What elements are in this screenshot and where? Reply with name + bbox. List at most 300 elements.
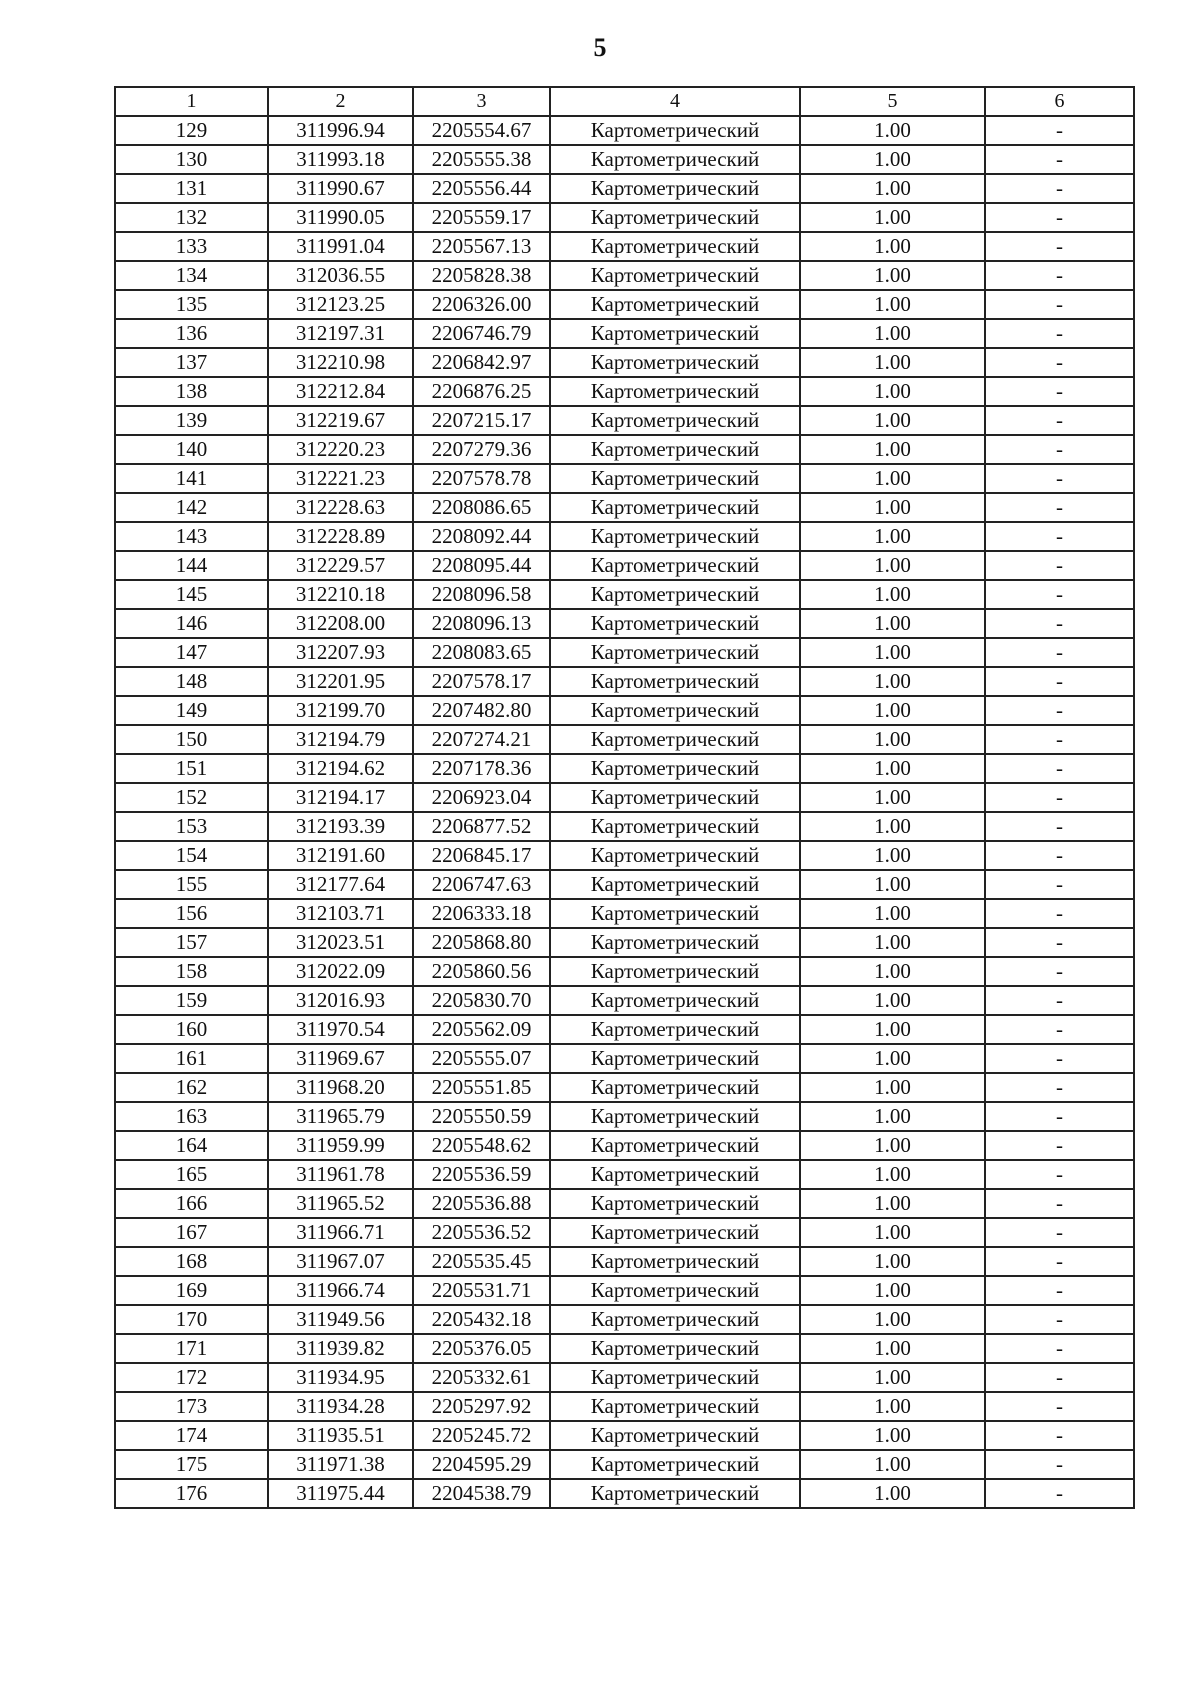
description-cell: - [985,609,1134,638]
y-coordinate-cell: 2207178.36 [413,754,550,783]
x-coordinate-cell: 312191.60 [268,841,413,870]
x-coordinate-cell: 311934.28 [268,1392,413,1421]
table-row [115,435,1134,464]
table-row [115,841,1134,870]
y-coordinate-cell: 2206747.63 [413,870,550,899]
table-body [115,116,1134,1508]
y-coordinate-cell: 2205860.56 [413,957,550,986]
point-number-cell: 148 [115,667,268,696]
column-header-5: 5 [800,87,985,116]
description-cell: - [985,174,1134,203]
method-cell: Картометрический [550,1102,800,1131]
y-coordinate-cell: 2205245.72 [413,1421,550,1450]
method-cell: Картометрический [550,1363,800,1392]
description-cell: - [985,986,1134,1015]
method-cell: Картометрический [550,957,800,986]
point-number-cell: 168 [115,1247,268,1276]
table-row [115,812,1134,841]
x-coordinate-cell: 312022.09 [268,957,413,986]
accuracy-cell: 1.00 [800,1189,985,1218]
y-coordinate-cell: 2206845.17 [413,841,550,870]
table-row [115,1450,1134,1479]
method-cell: Картометрический [550,609,800,638]
description-cell: - [985,1073,1134,1102]
table-row [115,696,1134,725]
accuracy-cell: 1.00 [800,638,985,667]
method-cell: Картометрический [550,754,800,783]
method-cell: Картометрический [550,870,800,899]
x-coordinate-cell: 312220.23 [268,435,413,464]
y-coordinate-cell: 2205830.70 [413,986,550,1015]
column-header-6: 6 [985,87,1134,116]
point-number-cell: 149 [115,696,268,725]
y-coordinate-cell: 2205868.80 [413,928,550,957]
y-coordinate-cell: 2205536.59 [413,1160,550,1189]
accuracy-cell: 1.00 [800,783,985,812]
x-coordinate-cell: 311970.54 [268,1015,413,1044]
accuracy-cell: 1.00 [800,1015,985,1044]
accuracy-cell: 1.00 [800,870,985,899]
y-coordinate-cell: 2205376.05 [413,1334,550,1363]
accuracy-cell: 1.00 [800,1334,985,1363]
table-row [115,609,1134,638]
y-coordinate-cell: 2207578.78 [413,464,550,493]
table-row [115,1218,1134,1247]
point-number-cell: 129 [115,116,268,145]
x-coordinate-cell: 312023.51 [268,928,413,957]
accuracy-cell: 1.00 [800,522,985,551]
method-cell: Картометрический [550,1015,800,1044]
point-number-cell: 142 [115,493,268,522]
point-number-cell: 150 [115,725,268,754]
table-row [115,1247,1134,1276]
description-cell: - [985,1305,1134,1334]
x-coordinate-cell: 311935.51 [268,1421,413,1450]
x-coordinate-cell: 312210.18 [268,580,413,609]
method-cell: Картометрический [550,783,800,812]
point-number-cell: 169 [115,1276,268,1305]
y-coordinate-cell: 2205550.59 [413,1102,550,1131]
table-row [115,232,1134,261]
accuracy-cell: 1.00 [800,1247,985,1276]
accuracy-cell: 1.00 [800,986,985,1015]
y-coordinate-cell: 2205562.09 [413,1015,550,1044]
accuracy-cell: 1.00 [800,464,985,493]
table-row [115,1305,1134,1334]
x-coordinate-cell: 312212.84 [268,377,413,406]
point-number-cell: 144 [115,551,268,580]
point-number-cell: 174 [115,1421,268,1450]
table-row [115,1334,1134,1363]
y-coordinate-cell: 2205559.17 [413,203,550,232]
description-cell: - [985,1392,1134,1421]
table-row [115,116,1134,145]
accuracy-cell: 1.00 [800,1276,985,1305]
y-coordinate-cell: 2207215.17 [413,406,550,435]
accuracy-cell: 1.00 [800,290,985,319]
method-cell: Картометрический [550,638,800,667]
x-coordinate-cell: 312123.25 [268,290,413,319]
method-cell: Картометрический [550,406,800,435]
y-coordinate-cell: 2205554.67 [413,116,550,145]
y-coordinate-cell: 2206333.18 [413,899,550,928]
x-coordinate-cell: 312103.71 [268,899,413,928]
x-coordinate-cell: 312193.39 [268,812,413,841]
method-cell: Картометрический [550,377,800,406]
table-row [115,1392,1134,1421]
x-coordinate-cell: 311990.05 [268,203,413,232]
point-number-cell: 165 [115,1160,268,1189]
table-row [115,406,1134,435]
accuracy-cell: 1.00 [800,1102,985,1131]
table-row [115,870,1134,899]
table-row [115,1363,1134,1392]
x-coordinate-cell: 312221.23 [268,464,413,493]
x-coordinate-cell: 311966.74 [268,1276,413,1305]
y-coordinate-cell: 2205531.71 [413,1276,550,1305]
method-cell: Картометрический [550,435,800,464]
point-number-cell: 176 [115,1479,268,1508]
y-coordinate-cell: 2207482.80 [413,696,550,725]
method-cell: Картометрический [550,899,800,928]
table-row [115,725,1134,754]
table-row [115,261,1134,290]
x-coordinate-cell: 312194.17 [268,783,413,812]
accuracy-cell: 1.00 [800,203,985,232]
table-row [115,1102,1134,1131]
accuracy-cell: 1.00 [800,174,985,203]
point-number-cell: 136 [115,319,268,348]
accuracy-cell: 1.00 [800,899,985,928]
point-number-cell: 131 [115,174,268,203]
accuracy-cell: 1.00 [800,406,985,435]
x-coordinate-cell: 311969.67 [268,1044,413,1073]
x-coordinate-cell: 311968.20 [268,1073,413,1102]
description-cell: - [985,1479,1134,1508]
table-row [115,522,1134,551]
point-number-cell: 147 [115,638,268,667]
point-number-cell: 130 [115,145,268,174]
y-coordinate-cell: 2208096.58 [413,580,550,609]
method-cell: Картометрический [550,1218,800,1247]
x-coordinate-cell: 311961.78 [268,1160,413,1189]
x-coordinate-cell: 312228.63 [268,493,413,522]
method-cell: Картометрический [550,348,800,377]
y-coordinate-cell: 2205536.52 [413,1218,550,1247]
method-cell: Картометрический [550,1276,800,1305]
method-cell: Картометрический [550,841,800,870]
method-cell: Картометрический [550,667,800,696]
point-number-cell: 132 [115,203,268,232]
x-coordinate-cell: 312016.93 [268,986,413,1015]
method-cell: Картометрический [550,1160,800,1189]
method-cell: Картометрический [550,290,800,319]
table-row [115,1189,1134,1218]
method-cell: Картометрический [550,551,800,580]
x-coordinate-cell: 311966.71 [268,1218,413,1247]
y-coordinate-cell: 2208086.65 [413,493,550,522]
y-coordinate-cell: 2205556.44 [413,174,550,203]
table-row [115,1044,1134,1073]
description-cell: - [985,1334,1134,1363]
description-cell: - [985,116,1134,145]
method-cell: Картометрический [550,1305,800,1334]
description-cell: - [985,203,1134,232]
x-coordinate-cell: 311965.79 [268,1102,413,1131]
description-cell: - [985,1015,1134,1044]
method-cell: Картометрический [550,1450,800,1479]
y-coordinate-cell: 2205332.61 [413,1363,550,1392]
description-cell: - [985,319,1134,348]
y-coordinate-cell: 2204595.29 [413,1450,550,1479]
x-coordinate-cell: 312177.64 [268,870,413,899]
point-number-cell: 151 [115,754,268,783]
accuracy-cell: 1.00 [800,1218,985,1247]
method-cell: Картометрический [550,464,800,493]
x-coordinate-cell: 312201.95 [268,667,413,696]
x-coordinate-cell: 312210.98 [268,348,413,377]
point-number-cell: 172 [115,1363,268,1392]
accuracy-cell: 1.00 [800,232,985,261]
column-header-4: 4 [550,87,800,116]
x-coordinate-cell: 311965.52 [268,1189,413,1218]
description-cell: - [985,1421,1134,1450]
accuracy-cell: 1.00 [800,1160,985,1189]
point-number-cell: 145 [115,580,268,609]
method-cell: Картометрический [550,580,800,609]
point-number-cell: 139 [115,406,268,435]
accuracy-cell: 1.00 [800,841,985,870]
x-coordinate-cell: 312228.89 [268,522,413,551]
y-coordinate-cell: 2208095.44 [413,551,550,580]
description-cell: - [985,377,1134,406]
table-row [115,1421,1134,1450]
method-cell: Картометрический [550,174,800,203]
description-cell: - [985,348,1134,377]
point-number-cell: 160 [115,1015,268,1044]
accuracy-cell: 1.00 [800,1305,985,1334]
table-row [115,1131,1134,1160]
y-coordinate-cell: 2207274.21 [413,725,550,754]
point-number-cell: 134 [115,261,268,290]
point-number-cell: 141 [115,464,268,493]
table-row [115,1479,1134,1508]
description-cell: - [985,754,1134,783]
column-header-3: 3 [413,87,550,116]
point-number-cell: 164 [115,1131,268,1160]
method-cell: Картометрический [550,1044,800,1073]
point-number-cell: 143 [115,522,268,551]
x-coordinate-cell: 311991.04 [268,232,413,261]
table-row [115,1015,1134,1044]
y-coordinate-cell: 2208096.13 [413,609,550,638]
description-cell: - [985,696,1134,725]
table-row [115,1276,1134,1305]
table-row [115,957,1134,986]
column-header-1: 1 [115,87,268,116]
description-cell: - [985,928,1134,957]
table-row [115,348,1134,377]
accuracy-cell: 1.00 [800,609,985,638]
method-cell: Картометрический [550,232,800,261]
point-number-cell: 173 [115,1392,268,1421]
description-cell: - [985,957,1134,986]
x-coordinate-cell: 311971.38 [268,1450,413,1479]
method-cell: Картометрический [550,493,800,522]
description-cell: - [985,638,1134,667]
y-coordinate-cell: 2205535.45 [413,1247,550,1276]
description-cell: - [985,1131,1134,1160]
description-cell: - [985,783,1134,812]
table-row [115,203,1134,232]
method-cell: Картометрический [550,1334,800,1363]
description-cell: - [985,899,1134,928]
x-coordinate-cell: 311939.82 [268,1334,413,1363]
point-number-cell: 161 [115,1044,268,1073]
description-cell: - [985,1276,1134,1305]
page-number: 5 [593,33,607,62]
accuracy-cell: 1.00 [800,551,985,580]
x-coordinate-cell: 311934.95 [268,1363,413,1392]
accuracy-cell: 1.00 [800,493,985,522]
description-cell: - [985,1218,1134,1247]
accuracy-cell: 1.00 [800,928,985,957]
table-row [115,145,1134,174]
x-coordinate-cell: 311975.44 [268,1479,413,1508]
description-cell: - [985,580,1134,609]
point-number-cell: 138 [115,377,268,406]
table-row [115,899,1134,928]
table-header-row [115,87,1134,116]
description-cell: - [985,232,1134,261]
accuracy-cell: 1.00 [800,377,985,406]
column-header-2: 2 [268,87,413,116]
accuracy-cell: 1.00 [800,667,985,696]
table-row [115,493,1134,522]
accuracy-cell: 1.00 [800,116,985,145]
point-number-cell: 162 [115,1073,268,1102]
x-coordinate-cell: 312036.55 [268,261,413,290]
table-row [115,1160,1134,1189]
description-cell: - [985,406,1134,435]
y-coordinate-cell: 2208083.65 [413,638,550,667]
accuracy-cell: 1.00 [800,145,985,174]
accuracy-cell: 1.00 [800,754,985,783]
accuracy-cell: 1.00 [800,1363,985,1392]
point-number-cell: 133 [115,232,268,261]
point-number-cell: 155 [115,870,268,899]
y-coordinate-cell: 2207578.17 [413,667,550,696]
point-number-cell: 170 [115,1305,268,1334]
point-number-cell: 137 [115,348,268,377]
y-coordinate-cell: 2205567.13 [413,232,550,261]
x-coordinate-cell: 311996.94 [268,116,413,145]
x-coordinate-cell: 311990.67 [268,174,413,203]
x-coordinate-cell: 311993.18 [268,145,413,174]
point-number-cell: 135 [115,290,268,319]
point-number-cell: 157 [115,928,268,957]
y-coordinate-cell: 2205828.38 [413,261,550,290]
y-coordinate-cell: 2205555.07 [413,1044,550,1073]
accuracy-cell: 1.00 [800,957,985,986]
description-cell: - [985,145,1134,174]
y-coordinate-cell: 2208092.44 [413,522,550,551]
point-number-cell: 158 [115,957,268,986]
method-cell: Картометрический [550,261,800,290]
x-coordinate-cell: 311949.56 [268,1305,413,1334]
method-cell: Картометрический [550,1189,800,1218]
description-cell: - [985,1044,1134,1073]
accuracy-cell: 1.00 [800,580,985,609]
description-cell: - [985,1160,1134,1189]
y-coordinate-cell: 2204538.79 [413,1479,550,1508]
point-number-cell: 175 [115,1450,268,1479]
point-number-cell: 163 [115,1102,268,1131]
y-coordinate-cell: 2205548.62 [413,1131,550,1160]
point-number-cell: 154 [115,841,268,870]
point-number-cell: 171 [115,1334,268,1363]
method-cell: Картометрический [550,319,800,348]
point-number-cell: 167 [115,1218,268,1247]
y-coordinate-cell: 2206923.04 [413,783,550,812]
description-cell: - [985,1450,1134,1479]
x-coordinate-cell: 312229.57 [268,551,413,580]
x-coordinate-cell: 312194.79 [268,725,413,754]
description-cell: - [985,725,1134,754]
table-row [115,174,1134,203]
point-number-cell: 152 [115,783,268,812]
method-cell: Картометрический [550,116,800,145]
accuracy-cell: 1.00 [800,1421,985,1450]
point-number-cell: 159 [115,986,268,1015]
point-number-cell: 156 [115,899,268,928]
method-cell: Картометрический [550,1131,800,1160]
method-cell: Картометрический [550,928,800,957]
x-coordinate-cell: 312208.00 [268,609,413,638]
method-cell: Картометрический [550,812,800,841]
method-cell: Картометрический [550,145,800,174]
description-cell: - [985,1363,1134,1392]
accuracy-cell: 1.00 [800,348,985,377]
x-coordinate-cell: 311967.07 [268,1247,413,1276]
method-cell: Картометрический [550,1392,800,1421]
table-row [115,290,1134,319]
description-cell: - [985,290,1134,319]
table-row [115,580,1134,609]
accuracy-cell: 1.00 [800,1392,985,1421]
description-cell: - [985,841,1134,870]
description-cell: - [985,1102,1134,1131]
y-coordinate-cell: 2206877.52 [413,812,550,841]
method-cell: Картометрический [550,725,800,754]
table-row [115,754,1134,783]
description-cell: - [985,435,1134,464]
description-cell: - [985,667,1134,696]
method-cell: Картометрический [550,986,800,1015]
description-cell: - [985,1189,1134,1218]
accuracy-cell: 1.00 [800,812,985,841]
method-cell: Картометрический [550,1479,800,1508]
method-cell: Картометрический [550,1073,800,1102]
table-row [115,319,1134,348]
description-cell: - [985,493,1134,522]
description-cell: - [985,812,1134,841]
y-coordinate-cell: 2205432.18 [413,1305,550,1334]
accuracy-cell: 1.00 [800,319,985,348]
method-cell: Картометрический [550,1421,800,1450]
accuracy-cell: 1.00 [800,1479,985,1508]
y-coordinate-cell: 2205551.85 [413,1073,550,1102]
